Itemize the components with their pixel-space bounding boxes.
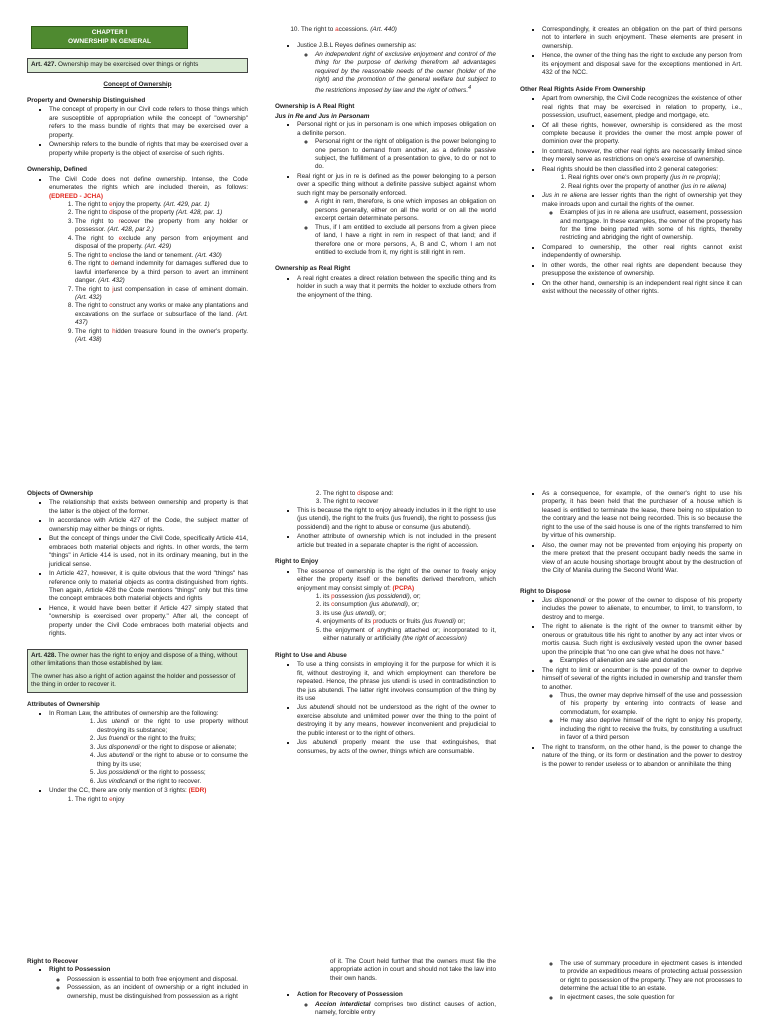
list-item: ▪ Jus disponendi or the power of the owner to dispose of his property includes the power to alienate, to encumber, to limit, to transform, to destroy and to merge. [542, 597, 742, 622]
reyes-list [275, 42, 496, 95]
sub-item: ◦ A right in rem, therefore, is one which imposes an obligation on persons generally, either on all the world or on all the world excerpt certain determinate persons. [315, 198, 496, 223]
right-item: 1. The right to enjoy the property. (Art. 429, par. 1) [75, 201, 248, 209]
recovery-list [275, 991, 496, 999]
sub-item: ◦ In ejectment cases, the sole question for [560, 994, 742, 1002]
right-item: 10. The right to accessions. (Art. 440) [301, 26, 496, 34]
list-item: ▪ Action for Recovery of Possession [297, 991, 496, 999]
sub-item: ◦ Examples of jus in re aliena are usufruct, easement, possession and mortgage. In these examples, the owner of the property has for the time being parted with some of his rights, thereby restricting and abridging the right of ownership. [560, 209, 742, 243]
right-to-recover-heading: Right to Recover [27, 958, 79, 965]
objects-list [27, 499, 248, 638]
orr-list [520, 95, 742, 296]
sub-item: ◦ Possession is essential to both free enjoyment and disposal. [67, 976, 248, 984]
possession-list [27, 976, 248, 1001]
od-text: The Civil Code does not define ownership. Intense, the Code enumerates the rights which are included therein, as follows: [49, 175, 248, 192]
page3-col2 [275, 958, 496, 1018]
sub-item: ◦ Accion interdictal comprises two distinct causes of action, namely, forcible entry [315, 1001, 496, 1018]
right-item: 5. The right to enclose the land or tenement. (Art. 430) [75, 252, 248, 260]
rights-list-continued [275, 26, 496, 34]
list-item: ▪ Hence, the owner of the thing has the right to exclude any person from its enjoyment and disposal save for the exceptions mentioned in Art. 432 of the NCC. [542, 52, 742, 77]
right-to-enjoy-heading: Right to Enjoy [275, 558, 319, 566]
page2-col1 [27, 490, 248, 805]
use-abuse-heading: Right to Use and Abuse [275, 651, 347, 659]
page1-col1 [27, 26, 248, 346]
reyes-quote: ◦ An independent right of exclusive enjoyment and control of the thing for the purpose of deriving therefrom all advantages required by the reasonable needs of the owner (holder of the right) and the promotion of the general welfare but subject to the restrictions imposed by law and the right of others.$^4$ [315, 51, 496, 95]
ejectment-list [520, 960, 742, 1002]
right-item: 7. The right to just compensation in case of eminent domain. (Art. 432) [75, 286, 248, 303]
pcpa-item: 1. its possession (jus possidendi), or; [323, 593, 496, 601]
list-item: ▪ Compared to ownership, the other real rights cannot exist independently of ownership. [542, 244, 742, 261]
article-428-box [27, 649, 248, 693]
ownership-defined-heading: Ownership, Defined [27, 166, 88, 174]
list-item: ▪ But the concept of things under the Civil Code, specifically Article 414, embraces both material objects and rights. In other words, the term "things" in Article 414 is used, not in its ordinary meaning, but in the juridical sense. [49, 535, 248, 569]
page3-col3 [520, 960, 742, 1002]
page2-col3 [520, 490, 742, 770]
sub-item: ◦ He may also deprive himself of the right to enjoy his property, including the right to receive the fruits, by constituting a usufruct in favor of a third person [560, 717, 742, 742]
od-list [27, 176, 248, 345]
col3-list [520, 26, 742, 78]
chapter-title: OWNERSHIP IN GENERAL [67, 37, 152, 45]
list-item: ▪ In other words, the other real rights are dependent because they presuppose the existence of ownership. [542, 262, 742, 279]
list-item: ▪ Hence, it would have been better if Article 427 simply stated that "ownership is exercised over property." After all, the concept of property under the Civil Code embraces both material objects and rights. [49, 605, 248, 639]
list-item: ▪ A real right creates a direct relation between the specific thing and its holder in such a way that it permits the holder to exclude others from the enjoyment of the thing. [297, 275, 496, 300]
cc-rights-continued [275, 490, 496, 507]
pod-heading: Property and Ownership Distinguished [27, 97, 146, 105]
attributes-heading: Attributes of Ownership [27, 700, 100, 708]
list-item: ▪ Another attribute of ownership which is not included in the present article but treated in a separate chapter is the right of accession. [297, 533, 496, 550]
list-item: ▪ In accordance with Article 427 of the Code, the subject matter of ownership may either be things or rights. [49, 517, 248, 534]
right-item: 4. The right to exclude any person from enjoyment and disposal of the property. (Art. 429) [75, 235, 248, 252]
right-to-dispose-heading: Right to Dispose [520, 587, 571, 595]
cc-right-item: 2. The right to dispose and: [323, 490, 496, 498]
page1-col3 [520, 26, 742, 298]
list-item: ▪ Correspondingly, it creates an obligation on the part of third persons not to interfere in such enjoyment. These elements are present in ownership. [542, 26, 742, 51]
right-item: 3. The right to recover the property from any holder or possessor. (Art. 428, par 2.) [75, 218, 248, 235]
list-item: ▪ The relationship that exists between ownership and property is that the latter is the object of the former. [49, 499, 248, 516]
list-item: ▪ The right to limit or encumber is the power of the owner to deprive himself of several of the rights included in ownership and transfer them to another. ◦ Thus, the owner may deprive himself of the use and possession of his property by entering into contracts of lease and commodatum, for example. ◦ He may also deprive himself of the right to enjoy his property, including the right to receive the fruits, by constituting a usufruct in favor of a third person [542, 667, 742, 743]
right-item: 9. The right to hidden treasure found in the owner's property. (Art. 438) [75, 328, 248, 345]
recover-list [27, 966, 248, 974]
objects-heading: Objects of Ownership [27, 490, 94, 497]
pcpa-item: 2. its consumption (jus abutendi), or; [323, 601, 496, 609]
sub-item: ◦ Examples of alienation are sale and donation [560, 657, 742, 665]
list-item: ▪ Also, the owner may not be prevented from enjoying his property on the mere pretext that the present occupant badly needs the same in view of an acute housing shortage brought about by the destruction of the City of Manila during the Second World War. [542, 542, 742, 576]
list-item: ▪ Jus abutendi properly meant the use that extinguishes, that consumes, by acts of the owner, things which are consumable. [297, 739, 496, 756]
article-428-label: Art. 428. [31, 651, 57, 659]
accion-list [275, 1001, 496, 1018]
list-item: ▪ The right to transform, on the other hand, is the power to change the nature of the thing, or its form or destination and the power to destroy is the power to render useless or to abandon or annihilate the thing [542, 744, 742, 769]
real-right-subheading: Jus in Re and Jus in Personam [275, 112, 370, 120]
list-item: ▪ The concept of property in our Civil code refers to those things which are susceptible of appropriation while the concept of "ownership" refers to the mass bundle of rights that may be exercised over a property. [49, 106, 248, 140]
article-427-label: Art. 427. [31, 61, 57, 69]
list-item [49, 176, 248, 345]
chapter-number: CHAPTER I [91, 29, 128, 36]
concept-heading: Concept of Ownership [103, 80, 172, 88]
list-item: ▪ The right to alienate is the right of the owner to transmit either by onerous or gratuitous title his right to another by any act inter vivos or mortis causa. Such right is exclusively vested upon the owner based upon the principle that "no one can give what he does not have." ◦ Examples of alienation are sale and donation [542, 623, 742, 665]
pod-list [27, 106, 248, 158]
article-428-text-2: The owner has also a right of action against the holder and possessor of the thing in order to recover it. [31, 672, 236, 689]
attribute-item: 3. Jus disponendi or the right to dispose or alienate; [97, 744, 248, 752]
list-item: ▪ Personal right or jus in personam is one which imposes obligation on a definite person. ◦ Personal right or the right of obligation is the power belonging to one person to demand from another, as a definite passive subject, the fulfillment of a presentation to give, to do or not to do. [297, 121, 496, 172]
pcpa-item: 4. enjoyments of its products or fruits (jus fruendi) or; [323, 618, 496, 626]
ownership-real-right-heading: Ownership as Real Right [275, 265, 351, 273]
attribute-item: 4. Jus abutendi or the right to abuse or to consume the thing by its use; [97, 752, 248, 769]
list-item: ▪ The essence of ownership is the right of the owner to freely enjoy either the property itself or the benefits derived therefrom, which enjoyment may consist simply of: (PCPA) 1. its possession (jus possidendi), or; 2. its consumption (jus abutendi), or; 3. its use (jus utendi), or; 4. enjoyments of its products or fruits (jus fruendi) or; 5. the enjoyment of anything attached or; incorporated to it, either naturally or artificially (the right of accession) [297, 568, 496, 644]
article-428-text: The owner has the right to enjoy and dispose of a thing, without other limitations than those established by law. [31, 651, 238, 668]
other-real-rights-heading: Other Real Rights Aside From Ownership [520, 85, 646, 93]
list-item: ▪ Of all these rights, however, ownership is considered as the most complete because it provides the owner the most ample power of dominion over the property. [542, 122, 742, 147]
list-item: ▪ In Article 427, however, it is quite obvious that the word "things" has reference only to material objects as contra distinguished from rights. Then again, Article 428 the Code mentions "things" only but this time the concept embraces both material objects and rights [49, 570, 248, 604]
sub-item: ◦ Thus, if I am entitled to exclude all persons from a given piece of land, I have a right in rem in respect of that land; and if therefore one or more persons, A, B and C, whom I am not entitled to exclude from it, my right is still right in rem. [315, 224, 496, 258]
list-item: ▪ Ownership refers to the bundle of rights that may be exercised over a property while property is the object of exercise of such rights. [49, 141, 248, 158]
list-item: ▪ Jus abutendi should not be understood as the right of the owner to exercise absolute and unlimited power over the thing to the point of destroying it by any means, however inconvenient and prejudicial to the public interest or to the right of others. [297, 704, 496, 738]
continued-paragraph: of it. The Court held further that the owners must file the appropriate action in court and should not take the law into their own hands. [330, 958, 496, 982]
category-item: 1. Real rights over one's own property (jus in re propria); [568, 174, 742, 182]
category-item: 2. Real rights over the property of another (jus in re aliena) [568, 183, 742, 191]
list-item: ▪ In contrast, however, the other real rights are necessarily limited since they merely serve as restrictions on one's exercise of ownership. [542, 148, 742, 165]
list-item: ▪ Under the CC, there are only mention of 3 rights: (EDR) 1. The right to enjoy [49, 787, 248, 804]
article-427-box [27, 58, 248, 72]
rights-list [49, 201, 248, 345]
list-item: ▪ Real rights should be then classified into 2 general categories: 1. Real rights over one's own property (jus in re propria); 2. Real rights over the property of another (jus in re aliena) [542, 166, 742, 191]
list-item: ▪ To use a thing consists in employing it for the purpose for which it is fit, without destroying it, and which employment can therefore be repeated. Hence, the phrase jus utendi is used in contradistinction to the jus abutendi. The latter right involves consumption of the thing by its use [297, 661, 496, 703]
cc-right-item: 3. The right to recover [323, 498, 496, 506]
list-item: ▪ Justice J.B.L Reyes defines ownership as: ◦ An independent right of exclusive enjoyment and control of the thing for the purpose of deriving therefrom all advantages required by the reasonable needs of the owner (holder of the right) and the promotion of the general welfare but subject to the restrictions imposed by law and the right of others.$^4$ [297, 42, 496, 95]
right-item: 2. The right to dispose of the property (Art. 428, par. 1) [75, 209, 248, 217]
list-item: ▪ This is because the right to enjoy already includes in it the right to use (jus utendi), the right to the fruits (jus fruendi), the right to possess (jus possidendi) and the right to abuse or consume (jus abutendi). [297, 507, 496, 532]
col2-list [275, 507, 496, 550]
chapter-heading-box [31, 26, 188, 49]
attribute-item: 6. Jus vindicandi or the right to recover. [97, 778, 248, 786]
pcpa-item: 5. the enjoyment of anything attached or; incorporated to it, either naturally or artificially (the right of accession) [323, 627, 496, 644]
right-item: 8. The right to construct any works or make any plantations and excavations on the surface or subsurface of the land. (Art. 437) [75, 302, 248, 327]
sub-item: ◦ The use of summary procedure in ejectment cases is intended to provide an expeditious means of protecting actual possession or right to possession of the property. They are not processes to determine the actual title to an estate. [560, 960, 742, 994]
page1-col2 [275, 26, 496, 301]
attribute-item: 2. Jus fruendi or the right to the fruits; [97, 735, 248, 743]
sub-item: ◦ Thus, the owner may deprive himself of the use and possession of his property by entering into contracts of lease and commodatum, for example. [560, 692, 742, 717]
right-item: 6. The right to demand indemnity for damages suffered due to lawful interference by a third person to avert an imminent danger. (Art. 432) [75, 260, 248, 285]
sub-item: ◦ Personal right or the right of obligation is the power belonging to one person to demand from another, as a definite passive subject, the fulfillment of a presentation to give, to do or not to do. [315, 138, 496, 172]
pcpa-item: 3. its use (jus utendi), or; [323, 610, 496, 618]
list-item: ▪ Jus in re aliena are lesser rights than the right of ownership yet they make inroads upon and curtail the rights of the owner. ◦ Examples of jus in re aliena are usufruct, easement, possession and mortgage. In these examples, the owner of the property has for the time being parted with some of his rights, thereby restricting and abridging the right of ownership. [542, 192, 742, 243]
list-item: ▪ In Roman Law, the attributes of ownership are the following: 1. Jus utendi or the right to use property without destroying its substance; 2. Jus fruendi or the right to the fruits; 3. Jus disponendi or the right to dispose or alienate; 4. Jus abutendi or the right to abuse or to consume the thing by its use; 5. Jus possidendi or the right to possess; 6. Jus vindicandi or the right to recover. [49, 710, 248, 786]
attributes-list [27, 710, 248, 804]
attribute-item: 1. Jus utendi or the right to use property without destroying its substance; [97, 718, 248, 735]
list-item: ▪ Apart from ownership, the Civil Code recognizes the existence of other real rights that may be exercised in relation to property, i.e., possession, usufruct, easement, pledge and mortgage, etc. [542, 95, 742, 120]
cc-right-item: 1. The right to enjoy [75, 796, 248, 804]
use-abuse-list [275, 661, 496, 756]
page2-col2 [275, 490, 496, 757]
dispose-list [520, 597, 742, 769]
col3-list [520, 490, 742, 576]
article-427-text: Ownership may be exercised over things or rights [58, 61, 199, 69]
attribute-item: 5. Jus possidendi or the right to possess; [97, 769, 248, 777]
real-right-heading: Ownership is A Real Right [275, 103, 355, 111]
list-item: ▪ Real right or jus in re is defined as the power belonging to a person over a specific thing without a definite passive subject against whom such right may be personally enforced. ◦ A right in rem, therefore, is one which imposes an obligation on persons generally, either on all the world or on all the world excerpt certain determinate persons. ◦ Thus, if I am entitled to exclude all persons from a given piece of land, I have a right in rem in respect of that land; and if therefore one or more persons, A, B and C, whom I am not entitled to exclude from it, my right is still right in rem. [297, 173, 496, 258]
page3-col1 [27, 958, 248, 1001]
sub-item: ◦ Possession, as an incident of ownership or a right included in ownership, must be distinguished from possession as a right [67, 984, 248, 1001]
list-item: ▪ Right to Possession [49, 966, 248, 974]
list-item: ▪ On the other hand, ownership is an independent real right since it can exist without the necessity of other rights. [542, 280, 742, 297]
list-item: ▪ As a consequence, for example, of the owner's right to use his property, it has been held that the purchaser of a house which is leased is entitled to terminate the lease, there being no stipulation to the contrary and the lease not being recorded. This is so because the right to the use of the said house is one of the rights transferred to him by virtue of his ownership. [542, 490, 742, 541]
od-mnemonic: (EDREED - JCHA) [49, 192, 103, 200]
enjoy-list [275, 568, 496, 644]
oarr-list [275, 275, 496, 300]
jus-list [275, 121, 496, 257]
